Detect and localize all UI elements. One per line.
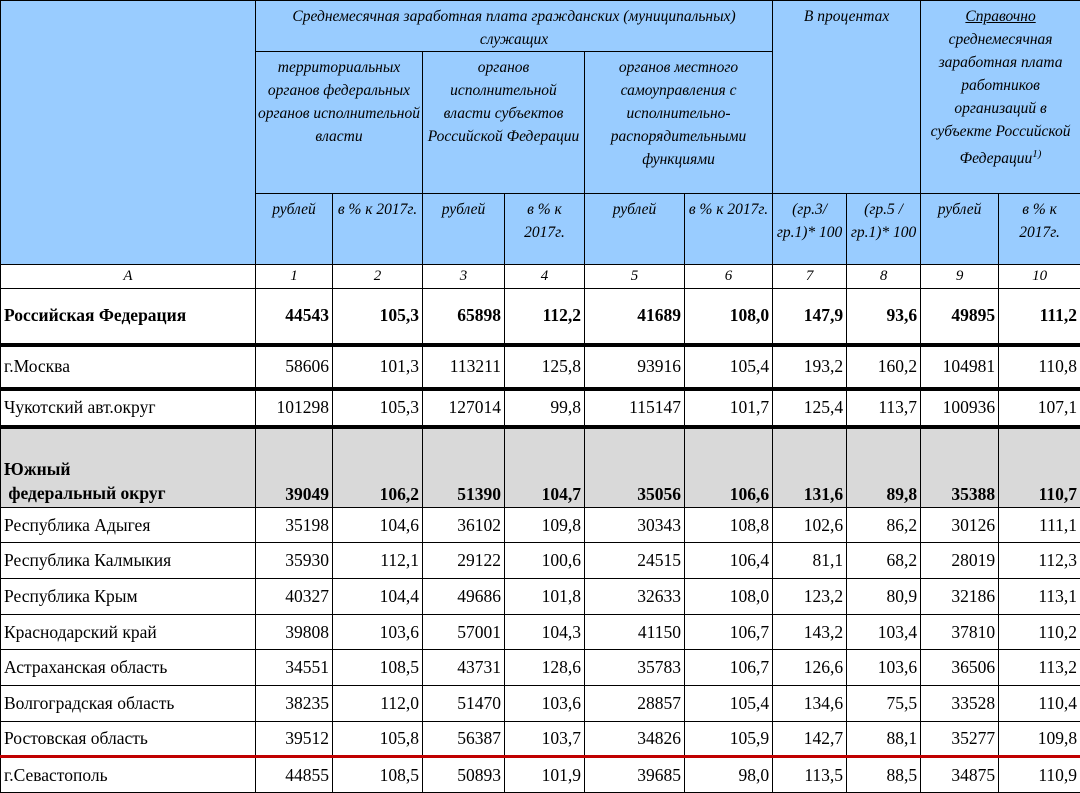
table-cell: 108,5 — [333, 757, 423, 793]
table-cell: 103,4 — [847, 615, 921, 650]
table-cell: 89,8 — [847, 427, 921, 508]
table-cell: 36102 — [423, 508, 505, 543]
column-index: 8 — [847, 265, 921, 289]
table-cell: 101,8 — [505, 579, 585, 615]
table-cell: 108,0 — [685, 579, 773, 615]
table-cell: 43731 — [423, 650, 505, 686]
region-name-line: Южный — [4, 459, 70, 479]
table-cell: 113,2 — [999, 650, 1080, 686]
table-cell: 105,4 — [685, 345, 773, 389]
table-cell: 147,9 — [773, 289, 847, 345]
table-cell: 105,9 — [685, 722, 773, 757]
table-cell: 109,8 — [505, 508, 585, 543]
region-name: Республика Крым — [1, 579, 256, 615]
table-cell: 86,2 — [847, 508, 921, 543]
table-cell: 49895 — [921, 289, 999, 345]
header-reference-text: среднемесячная заработная плата работников организаций в субъекте Российской Федерации — [931, 31, 1071, 167]
header-col-local: органов местного самоуправления с исполнительно-распорядительными функциями — [585, 52, 773, 194]
table-cell: 28019 — [921, 543, 999, 579]
header-region-blank — [1, 1, 256, 265]
table-cell: 106,2 — [333, 427, 423, 508]
table-cell: 108,8 — [685, 508, 773, 543]
header-pct-6: в % к 2017г. — [685, 194, 773, 265]
region-name: Республика Калмыкия — [1, 543, 256, 579]
table-row — [1, 543, 1080, 579]
table-cell: 108,0 — [685, 289, 773, 345]
table-cell: 41689 — [585, 289, 685, 345]
table-row — [1, 650, 1080, 686]
header-reference — [921, 1, 1080, 194]
table-cell: 37810 — [921, 615, 999, 650]
header-pct-2: в % к 2017г. — [333, 194, 423, 265]
region-name: г.Севастополь — [1, 757, 256, 793]
header-rub-9: рублей — [921, 194, 999, 265]
table-cell: 30343 — [585, 508, 685, 543]
table-cell: 115147 — [585, 389, 685, 427]
table-cell: 99,8 — [505, 389, 585, 427]
table-cell: 110,7 — [999, 427, 1080, 508]
table-cell: 28857 — [585, 686, 685, 722]
table-cell: 113,7 — [847, 389, 921, 427]
table-cell: 39808 — [256, 615, 333, 650]
table-cell: 56387 — [423, 722, 505, 757]
table-cell: 51390 — [423, 427, 505, 508]
table-cell: 127014 — [423, 389, 505, 427]
column-index: 9 — [921, 265, 999, 289]
table-cell: 35198 — [256, 508, 333, 543]
header-rub-1: рублей — [256, 194, 333, 265]
region-name: Краснодарский край — [1, 615, 256, 650]
table-row-moscow — [1, 345, 1080, 389]
table-cell: 112,0 — [333, 686, 423, 722]
table-cell: 51470 — [423, 686, 505, 722]
table-row-southern-district — [1, 427, 1080, 508]
region-name: Российская Федерация — [1, 289, 256, 345]
table-cell: 88,5 — [847, 757, 921, 793]
table-cell: 29122 — [423, 543, 505, 579]
table-cell: 103,6 — [333, 615, 423, 650]
table-cell: 103,7 — [505, 722, 585, 757]
column-index: 10 — [999, 265, 1080, 289]
table-cell: 105,4 — [685, 686, 773, 722]
table-cell: 33528 — [921, 686, 999, 722]
table-cell: 65898 — [423, 289, 505, 345]
table-cell: 80,9 — [847, 579, 921, 615]
column-index: 3 — [423, 265, 505, 289]
table-cell: 93916 — [585, 345, 685, 389]
column-index-row — [1, 265, 1080, 289]
table-cell: 106,6 — [685, 427, 773, 508]
table-cell: 110,9 — [999, 757, 1080, 793]
table-cell: 110,4 — [999, 686, 1080, 722]
header-pct-4: в % к 2017г. — [505, 194, 585, 265]
region-name: Чукотский авт.округ — [1, 389, 256, 427]
table-cell: 41150 — [585, 615, 685, 650]
table-cell: 105,3 — [333, 289, 423, 345]
header-col-regional: органов исполнительной власти субъектов Российской Федерации — [423, 52, 585, 194]
table-cell: 24515 — [585, 543, 685, 579]
table-cell: 104981 — [921, 345, 999, 389]
table-cell: 32633 — [585, 579, 685, 615]
table-cell: 125,4 — [773, 389, 847, 427]
table-cell: 32186 — [921, 579, 999, 615]
table-cell: 142,7 — [773, 722, 847, 757]
table-row — [1, 579, 1080, 615]
column-index: 2 — [333, 265, 423, 289]
table-cell: 102,6 — [773, 508, 847, 543]
table-cell: 34551 — [256, 650, 333, 686]
table-cell: 106,7 — [685, 650, 773, 686]
table-cell: 104,3 — [505, 615, 585, 650]
region-name — [1, 427, 256, 508]
table-cell: 110,8 — [999, 345, 1080, 389]
table-cell: 111,1 — [999, 508, 1080, 543]
column-index: А — [1, 265, 256, 289]
table-cell: 143,2 — [773, 615, 847, 650]
table-cell: 112,3 — [999, 543, 1080, 579]
region-name: Республика Адыгея — [1, 508, 256, 543]
table-cell: 106,7 — [685, 615, 773, 650]
table-cell: 112,1 — [333, 543, 423, 579]
table-cell: 123,2 — [773, 579, 847, 615]
table-cell: 50893 — [423, 757, 505, 793]
table-cell: 75,5 — [847, 686, 921, 722]
table-cell: 108,5 — [333, 650, 423, 686]
table-cell: 34826 — [585, 722, 685, 757]
table-cell: 111,2 — [999, 289, 1080, 345]
table-cell: 125,8 — [505, 345, 585, 389]
region-name: г.Москва — [1, 345, 256, 389]
table-row — [1, 722, 1080, 757]
table-cell: 39685 — [585, 757, 685, 793]
header-reference-title: Справочно — [965, 8, 1035, 25]
table-cell: 105,3 — [333, 389, 423, 427]
table-cell: 100,6 — [505, 543, 585, 579]
table-cell: 35930 — [256, 543, 333, 579]
table-cell: 104,6 — [333, 508, 423, 543]
table-cell: 35388 — [921, 427, 999, 508]
column-index: 4 — [505, 265, 585, 289]
table-cell: 134,6 — [773, 686, 847, 722]
region-name: Ростовская область — [1, 722, 256, 757]
header-group-percent: В процентах — [773, 1, 921, 194]
table-cell: 38235 — [256, 686, 333, 722]
table-cell: 101,7 — [685, 389, 773, 427]
table-cell: 68,2 — [847, 543, 921, 579]
table-cell: 58606 — [256, 345, 333, 389]
table-cell: 106,4 — [685, 543, 773, 579]
table-cell: 101,9 — [505, 757, 585, 793]
table-cell: 113,1 — [999, 579, 1080, 615]
table-cell: 49686 — [423, 579, 505, 615]
table-cell: 112,2 — [505, 289, 585, 345]
table-cell: 103,6 — [847, 650, 921, 686]
table-cell: 57001 — [423, 615, 505, 650]
table-cell: 30126 — [921, 508, 999, 543]
table-cell: 193,2 — [773, 345, 847, 389]
table-cell: 113,5 — [773, 757, 847, 793]
table-cell: 109,8 — [999, 722, 1080, 757]
table-cell: 35277 — [921, 722, 999, 757]
table-cell: 101298 — [256, 389, 333, 427]
header-pct-10: в % к 2017г. — [999, 194, 1080, 265]
table-cell: 131,6 — [773, 427, 847, 508]
table-cell: 101,3 — [333, 345, 423, 389]
column-index: 6 — [685, 265, 773, 289]
column-index: 5 — [585, 265, 685, 289]
header-rub-5: рублей — [585, 194, 685, 265]
column-index: 1 — [256, 265, 333, 289]
header-group-salary: Среднемесячная заработная плата гражданских (муниципальных) служащих — [256, 1, 773, 52]
header-rub-3: рублей — [423, 194, 505, 265]
table-row — [1, 686, 1080, 722]
table-cell: 105,8 — [333, 722, 423, 757]
table-cell: 103,6 — [505, 686, 585, 722]
header-col-federal: территориальных органов федеральных органов исполнительной власти — [256, 52, 423, 194]
table-cell: 107,1 — [999, 389, 1080, 427]
table-cell: 126,6 — [773, 650, 847, 686]
header-reference-note: 1) — [1032, 148, 1041, 160]
table-cell: 93,6 — [847, 289, 921, 345]
table-cell: 81,1 — [773, 543, 847, 579]
column-index: 7 — [773, 265, 847, 289]
table-cell: 39049 — [256, 427, 333, 508]
header-ratio-8: (гр.5 / гр.1)* 100 — [847, 194, 921, 265]
table-cell: 36506 — [921, 650, 999, 686]
table-cell: 88,1 — [847, 722, 921, 757]
table-cell: 104,7 — [505, 427, 585, 508]
table-cell: 110,2 — [999, 615, 1080, 650]
table-cell: 44543 — [256, 289, 333, 345]
table-cell: 160,2 — [847, 345, 921, 389]
table-cell: 35783 — [585, 650, 685, 686]
table-row — [1, 757, 1080, 793]
region-name-line: федеральный округ — [8, 483, 165, 503]
table-cell: 98,0 — [685, 757, 773, 793]
table-cell: 113211 — [423, 345, 505, 389]
table-cell: 128,6 — [505, 650, 585, 686]
table-row-chukotka — [1, 389, 1080, 427]
table-row — [1, 615, 1080, 650]
region-name: Астраханская область — [1, 650, 256, 686]
table-cell: 100936 — [921, 389, 999, 427]
header-ratio-7: (гр.3/ гр.1)* 100 — [773, 194, 847, 265]
table-cell: 39512 — [256, 722, 333, 757]
table-cell: 104,4 — [333, 579, 423, 615]
table-cell: 40327 — [256, 579, 333, 615]
table-cell: 44855 — [256, 757, 333, 793]
table-row — [1, 508, 1080, 543]
table-cell: 35056 — [585, 427, 685, 508]
region-name: Волгоградская область — [1, 686, 256, 722]
table-row-russia — [1, 289, 1080, 345]
table-cell: 34875 — [921, 757, 999, 793]
